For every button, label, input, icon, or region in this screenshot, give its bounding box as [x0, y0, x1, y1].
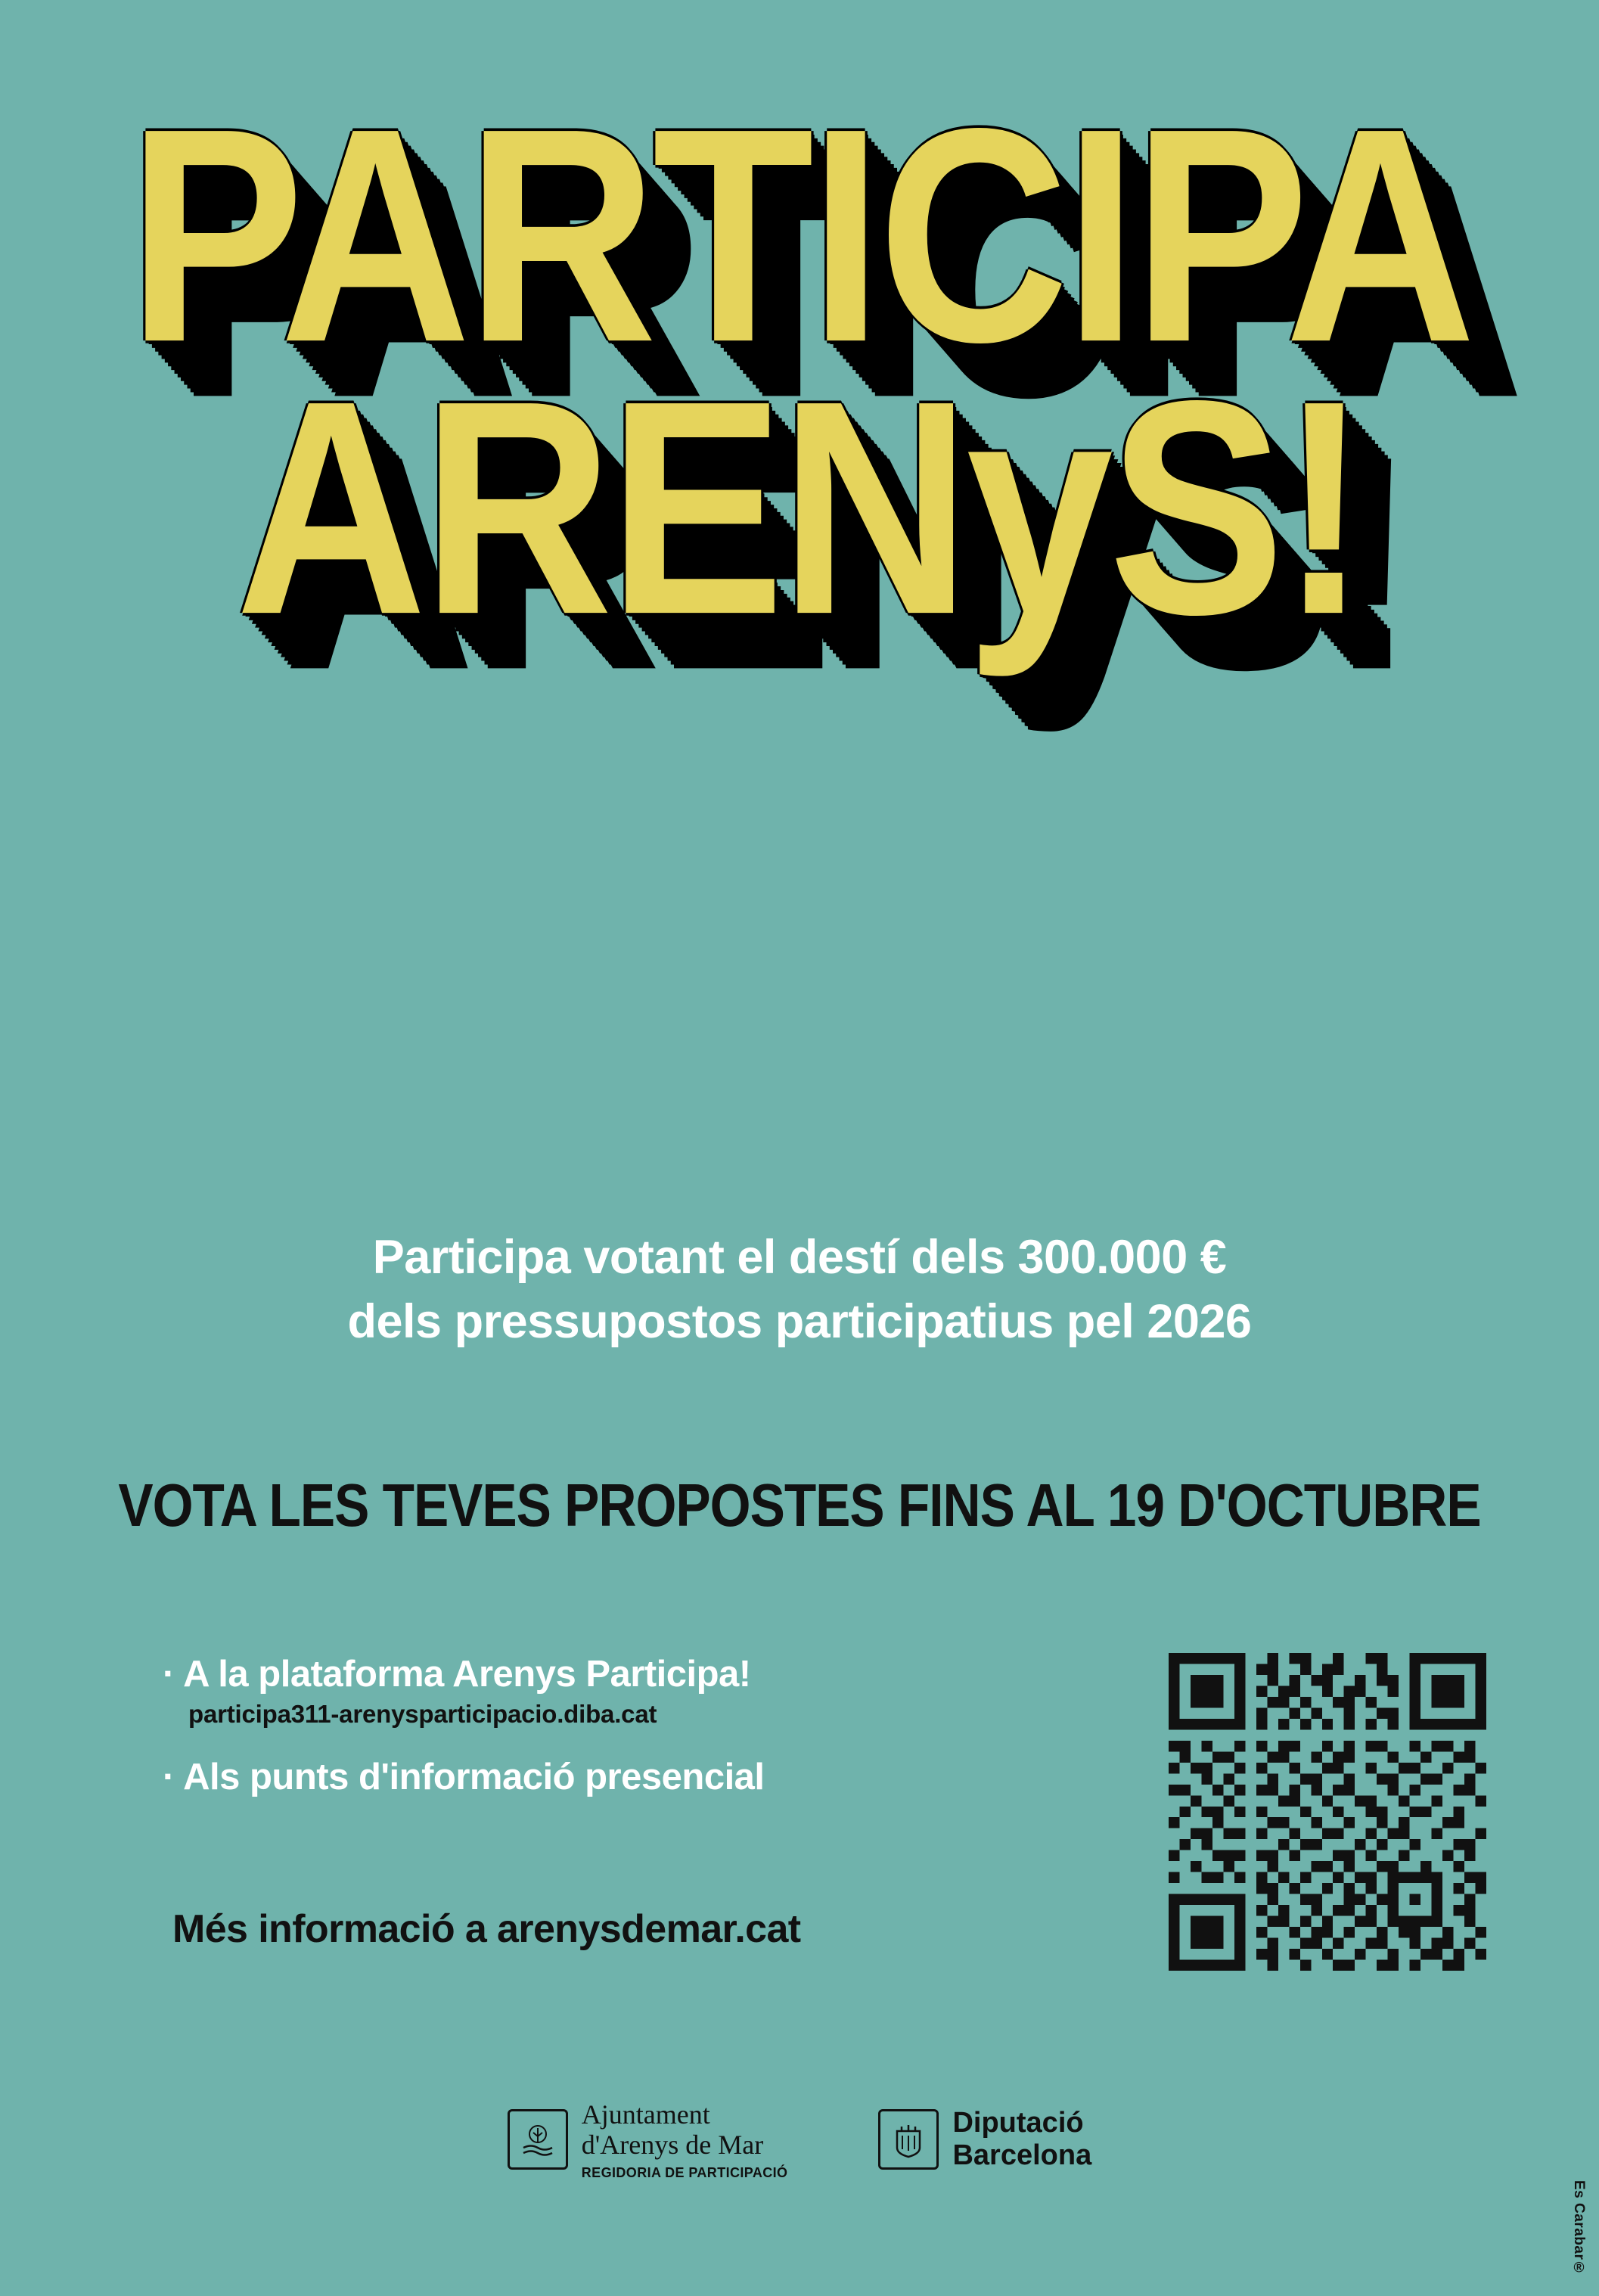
subtitle-line-2: dels pressupostos participatius pel 2026 — [347, 1295, 1252, 1349]
diputacio-line-1: Diputació — [952, 2106, 1084, 2139]
logo-diputacio-barcelona — [878, 2107, 1091, 2173]
ajuntament-line-3: REGIDORIA DE PARTICIPACIÓ — [581, 2164, 788, 2180]
deadline-banner: VOTA LES TEVES PROPOSTES FINS AL 19 D'OCTUBRE — [118, 1471, 1481, 1539]
ajuntament-text — [582, 2099, 788, 2180]
more-info-line[interactable]: Més informació a arenysdemar.cat — [172, 1907, 801, 1951]
info-item-presencial: · Als punts d'informació presencial — [163, 1757, 765, 1797]
subtitle-line-1: Participa votant el destí dels 300.000 € — [372, 1231, 1227, 1284]
info-list — [163, 1653, 1146, 1798]
qr-code[interactable] — [1169, 1653, 1486, 1971]
subtitle — [0, 1226, 1599, 1354]
headline-line-1: PARTICIPA — [128, 64, 1471, 405]
footer-logos — [0, 2099, 1599, 2180]
headline-block — [0, 64, 1599, 678]
headline-line-2: ARENyS! — [235, 337, 1364, 678]
diputacio-line-2: Barcelona — [952, 2139, 1092, 2172]
platform-url[interactable]: participa311-arenysparticipacio.diba.cat — [188, 1700, 657, 1728]
diputacio-crest-icon — [878, 2109, 939, 2170]
designer-credit: Es Carabar® — [1571, 2180, 1587, 2276]
logo-ajuntament-arenys — [508, 2099, 788, 2180]
info-item-platform: · A la plataforma Arenys Participa! — [163, 1654, 751, 1695]
ajuntament-line-2: d'Arenys de Mar — [581, 2130, 764, 2161]
ajuntament-line-1: Ajuntament — [581, 2099, 710, 2130]
tree-crest-icon — [508, 2109, 568, 2170]
diputacio-text — [952, 2107, 1091, 2173]
